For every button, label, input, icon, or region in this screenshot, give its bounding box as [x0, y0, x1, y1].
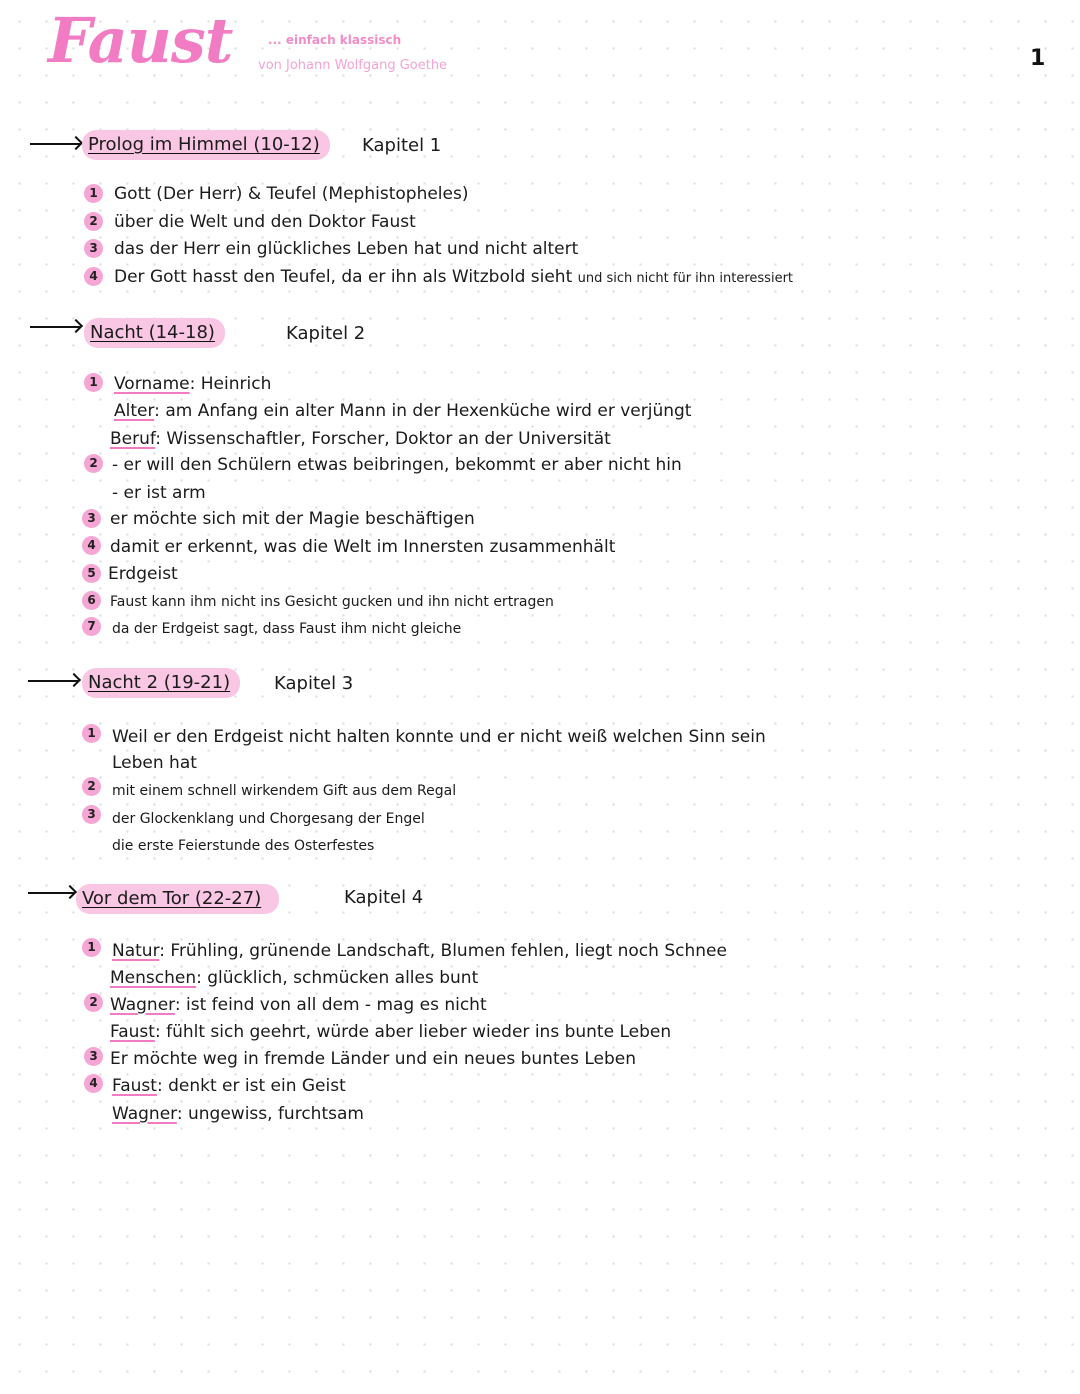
- item-number-badge: 2: [84, 454, 103, 473]
- section-heading-label: Prolog im Himmel (10-12): [88, 134, 320, 155]
- note-term: Vorname: [114, 374, 190, 394]
- note-line: die erste Feierstunde des Osterfestes: [112, 838, 375, 854]
- arrow-icon: [30, 326, 80, 328]
- note-text-small: und sich nicht für ihn interessiert: [577, 271, 794, 286]
- note-line: Faust kann ihm nicht ins Gesicht gucken und ihn nicht ertragen: [110, 594, 554, 610]
- note-line: Gott (Der Herr) & Teufel (Mephistopheles): [114, 184, 469, 204]
- item-number-badge: 3: [84, 239, 103, 258]
- note-line: der Glockenklang und Chorgesang der Engel: [112, 811, 425, 827]
- section-heading: [82, 130, 330, 160]
- note-line: das der Herr ein glückliches Leben hat und nicht altert: [114, 239, 579, 259]
- note-text: Der Gott hasst den Teufel, da er ihn als Witzbold sieht: [114, 267, 573, 287]
- page-number: 1: [1030, 46, 1046, 71]
- note-line: mit einem schnell wirkendem Gift aus dem Regal: [112, 783, 457, 799]
- section-heading: [84, 318, 225, 348]
- note-line: Menschen: glücklich, schmücken alles bunt: [110, 968, 479, 988]
- note-text: ungewiss, furchtsam: [188, 1104, 364, 1124]
- note-text: Wissenschaftler, Forscher, Doktor an der Universität: [166, 429, 611, 449]
- note-line: über die Welt und den Doktor Faust: [114, 212, 416, 232]
- item-number-badge: 4: [84, 1074, 103, 1093]
- arrow-icon: [28, 892, 74, 894]
- item-number-badge: 1: [82, 724, 101, 743]
- note-line: Alter: am Anfang ein alter Mann in der Hexenküche wird er verjüngt: [114, 401, 692, 421]
- note-line: er möchte sich mit der Magie beschäftigen: [110, 509, 475, 529]
- note-term: Wagner: [112, 1104, 177, 1124]
- note-line: - er will den Schülern etwas beibringen, bekommt er aber nicht hin: [112, 455, 682, 475]
- page-title: Faust: [48, 4, 233, 77]
- note-text: am Anfang ein alter Mann in der Hexenküche wird er verjüngt: [165, 401, 692, 421]
- note-line: Erdgeist: [108, 564, 178, 584]
- note-line: [114, 266, 793, 290]
- item-number-badge: 3: [82, 805, 101, 824]
- note-text: glücklich, schmücken alles bunt: [207, 968, 479, 988]
- note-term: Wagner: [110, 995, 175, 1015]
- item-number-badge: 1: [82, 938, 101, 957]
- section-heading-label: Nacht 2 (19-21): [88, 672, 231, 693]
- section-heading-label: Nacht (14-18): [90, 322, 215, 343]
- note-line: Weil er den Erdgeist nicht halten konnte und er nicht weiß welchen Sinn sein: [112, 727, 766, 747]
- item-number-badge: 4: [82, 536, 101, 555]
- arrow-icon: [30, 143, 80, 145]
- note-line: Beruf: Wissenschaftler, Forscher, Doktor an der Universität: [110, 429, 611, 449]
- note-line: Faust: fühlt sich geehrt, würde aber lieber wieder ins bunte Leben: [110, 1022, 672, 1042]
- item-number-badge: 1: [84, 184, 103, 203]
- item-number-badge: 7: [82, 617, 101, 636]
- author-line: von Johann Wolfgang Goethe: [258, 58, 448, 73]
- chapter-label: Kapitel 4: [344, 887, 424, 908]
- chapter-label: Kapitel 2: [286, 323, 366, 344]
- section-heading: [82, 668, 240, 698]
- section-heading: [76, 884, 279, 914]
- item-number-badge: 4: [84, 267, 103, 286]
- item-number-badge: 6: [82, 591, 101, 610]
- note-line: Wagner: ungewiss, furchtsam: [112, 1104, 364, 1124]
- note-line: Er möchte weg in fremde Länder und ein neues buntes Leben: [110, 1049, 636, 1069]
- item-number-badge: 1: [84, 373, 103, 392]
- note-term: Faust: [112, 1076, 157, 1096]
- note-text: Heinrich: [200, 374, 272, 394]
- chapter-label: Kapitel 1: [362, 135, 442, 156]
- note-term: Menschen: [110, 968, 197, 988]
- note-line: Natur: Frühling, grünende Landschaft, Blumen fehlen, liegt noch Schnee: [112, 941, 727, 961]
- item-number-badge: 2: [82, 777, 101, 796]
- note-term: Natur: [112, 941, 160, 961]
- note-line: - er ist arm: [112, 483, 206, 503]
- note-line: damit er erkennt, was die Welt im Innersten zusammenhält: [110, 537, 616, 557]
- note-term: Beruf: [110, 429, 156, 449]
- note-text: ist feind von all dem - mag es nicht: [186, 995, 487, 1015]
- item-number-badge: 3: [84, 1047, 103, 1066]
- section-heading-label: Vor dem Tor (22-27): [82, 888, 262, 909]
- note-line: da der Erdgeist sagt, dass Faust ihm nicht gleiche: [112, 621, 462, 637]
- item-number-badge: 2: [84, 212, 103, 231]
- item-number-badge: 2: [84, 993, 103, 1012]
- note-line: Faust: denkt er ist ein Geist: [112, 1076, 346, 1096]
- item-number-badge: 3: [82, 509, 101, 528]
- note-text: denkt er ist ein Geist: [168, 1076, 346, 1096]
- note-line: Vorname: Heinrich: [114, 374, 272, 394]
- note-line: Wagner: ist feind von all dem - mag es nicht: [110, 995, 487, 1015]
- note-term: Alter: [114, 401, 155, 421]
- arrow-icon: [28, 680, 78, 682]
- chapter-label: Kapitel 3: [274, 673, 354, 694]
- item-number-badge: 5: [82, 564, 101, 583]
- note-text: fühlt sich geehrt, würde aber lieber wieder ins bunte Leben: [166, 1022, 672, 1042]
- note-text: Frühling, grünende Landschaft, Blumen fehlen, liegt noch Schnee: [170, 941, 727, 961]
- note-line: Leben hat: [112, 753, 197, 773]
- note-term: Faust: [110, 1022, 155, 1042]
- tagline: ... einfach klassisch: [268, 33, 402, 47]
